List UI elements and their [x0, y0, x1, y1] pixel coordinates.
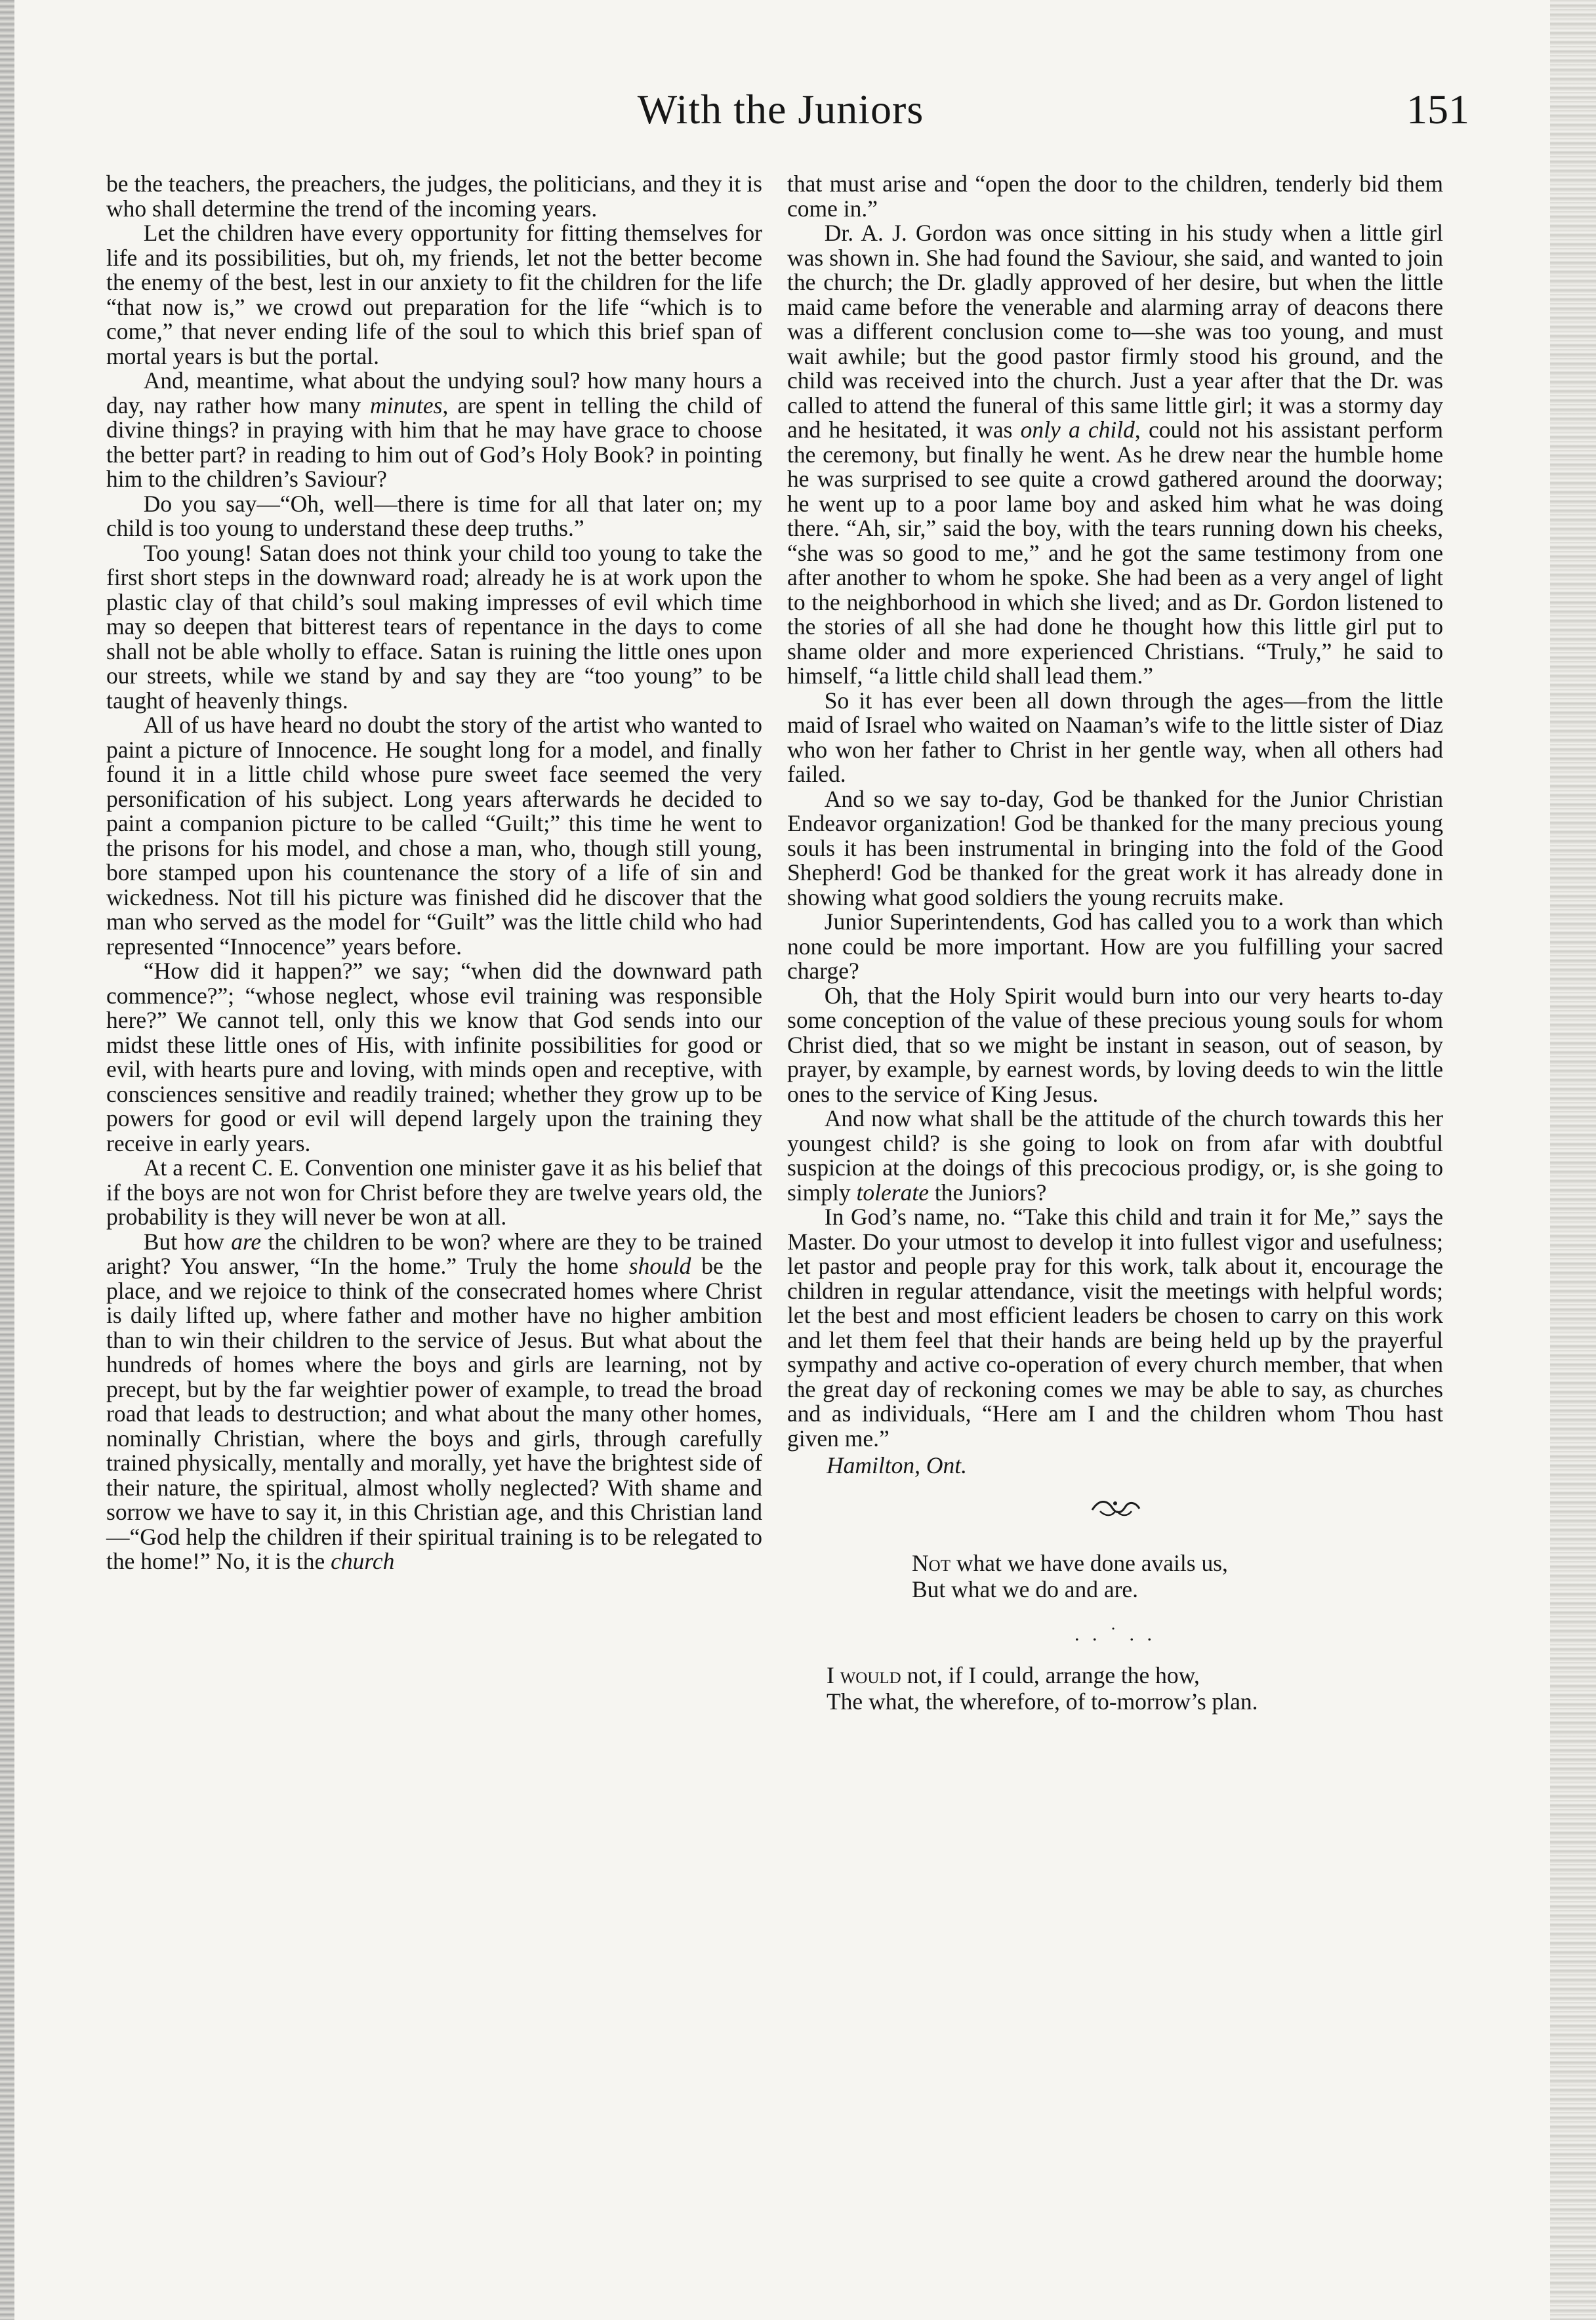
text-run: be the place, and we rejoice to think of the consecrated homes where Christ is daily lifted up, where father and mother have no higher ambition than to win their children to the service of Jesus. But what about the hundreds of homes where the boys and girls are learning, not by precept, but by the far weightier power of example, to tread the broad road that leads to destruction; and what about the many other homes, nominally Christian, where the boys and girls, through carefully trained physically, mentally and morally, yet have the brightest side of their nature, the spiritual, almost wholly neglected? With shame and sorrow we have to say it, in this Christian age, and this Christian land—“God help the children if their spiritual training is to be relegated to the home!” No, it is the	[106, 1253, 762, 1574]
emphasis: should	[628, 1253, 691, 1279]
binding-edge-right	[1550, 0, 1596, 2320]
emphasis: church	[331, 1548, 395, 1574]
page-header	[92, 85, 1469, 144]
paragraph	[787, 1107, 1443, 1205]
right-column	[787, 172, 1443, 1715]
paragraph: Do you say—“Oh, well—there is time for all that later on; my child is too young to understand these deep truths.”	[106, 490, 762, 541]
separator-dots: . . ˙ . .	[1074, 1623, 1156, 1645]
paragraph: that must arise and “open the door to the children, tenderly bid them come in.”	[787, 171, 1443, 222]
verse-block-1	[787, 1550, 1443, 1602]
text-run: But how	[143, 1228, 232, 1255]
paragraph: be the teachers, the preachers, the judges, the politicians, and they it is who shall determine the trend of the incoming years.	[106, 171, 762, 222]
verse-block-2	[787, 1662, 1443, 1715]
text-run: not, if I could, arrange the how,	[901, 1662, 1200, 1688]
page-number: 151	[1406, 86, 1469, 132]
text-run: Not	[912, 1549, 951, 1576]
paragraph: And so we say to-day, God be thanked for the Junior Christian Endeavor organization! God be thanked for the many precious young souls it has been instrumental in bringing into the fold of the Good Shepherd! God be thanked for the great work it has already done in showing what good soldiers the young recruits make.	[787, 785, 1443, 910]
emphasis: tolerate	[856, 1179, 929, 1206]
paragraph: Too young! Satan does not think your child too young to take the first short steps in the downward road; already he is at work upon the plastic clay of that child’s soul making impresses of evil which time may so deepen that bitterest tears of repentance in the days to come shall not be able wholly to efface. Satan is ruining the little ones upon our streets, while we stand by and say they are “too young” to be taught of heavenly things.	[106, 539, 762, 714]
verse-line: But what we do and are.	[912, 1576, 1139, 1602]
paragraph: So it has ever been all down through the ages—from the little maid of Israel who waited on Naaman’s wife to the little sister of Diaz who won her father to Christ in her gentle way, when all others had failed.	[787, 687, 1443, 787]
text-run: the Juniors?	[928, 1179, 1047, 1206]
emphasis: are	[231, 1228, 262, 1255]
paragraph: All of us have heard no doubt the story of the artist who wanted to paint a picture of Innocence. He sought long for a model, and finally found it in a little child whose pure sweet face seemed the very personification of his subject. Long years afterwards he decided to paint a companion picture to be called “Guilt;” this time he went to the prisons for his model, and chose a man, who, though still young, bore stamped upon his countenance the story of a life of sin and wickedness. Not till his picture was finished did he discover that the man who served as the model for “Guilt” was the little child who had represented “Innocence” years before.	[106, 712, 762, 960]
paragraph	[787, 221, 1443, 689]
binding-edge-left	[0, 0, 14, 2320]
text-run: , could not his assistant perform the ceremony, but finally he went. As he drew near the humble home he was surprised to see quite a crowd gathered around the doorway; he went up to a poor lame boy and asked him what he was doing there. “Ah, sir,” said the boy, with the tears running down his cheeks, “she was so good to me,” and he got the same testimony from one after another to whom he spoke. She had been as a very angel of light to the neighborhood in which she lived; and as Dr. Gordon listened to the stories of all she had done he thought how this little girl put to shame older and more experienced Christians. “Truly,” he said to himself, “a little child shall lead them.”	[787, 417, 1443, 689]
text-run: the children to be won? where are they to be trained aright? You answer, “In the home.” Truly the home	[106, 1228, 762, 1279]
verse-line: The what, the wherefore, of to-morrow’s plan.	[827, 1688, 1258, 1715]
paragraph	[106, 369, 762, 492]
verse-line	[912, 1550, 1443, 1576]
text-run: And, meantime, what about the undying soul? how many hours a day, nay rather how many	[106, 367, 762, 418]
ornament-flourish-icon	[787, 1497, 1443, 1524]
paragraph: Oh, that the Holy Spirit would burn into our very hearts to-day some conception of the value of these precious young souls for whom Christ died, that so we might be instant in season, out of season, by prayer, by example, by earnest words, by loving deeds to win the little ones to the service of King Jesus.	[787, 982, 1443, 1107]
text-run: Dr. A. J. Gordon was once sitting in his study when a little girl was shown in. She had found the Saviour, she said, and wanted to join the church; the Dr. gladly approved of her desire, but when the little maid came before the venerable and alarming array of deacons there was a different conclusion come to—she was too young, and must wait awhile; but the good pastor firmly stood his ground, and the child was received into the church. Just a year after that the Dr. was called to attend the funeral of this same little girl; it was a stormy day and he hesitated, it was	[787, 220, 1443, 443]
author-signature: Hamilton, Ont.	[827, 1452, 967, 1478]
paragraph: Let the children have every opportunity for fitting themselves for life and its possibilities, but oh, my friends, let not the better become the enemy of the best, lest in our anxiety to fit the children for the life “that now is,” we crowd out preparation for the life “which is to come,” that never ending life of the soul to which this brief span of mortal years is but the portal.	[106, 220, 762, 369]
verse-line	[827, 1662, 1443, 1688]
text-run: what we have done avails us,	[950, 1549, 1228, 1576]
paragraph: “How did it happen?” we say; “when did the downward path commence?”; “whose neglect, whose evil training was responsible here?” We cannot tell, only this we know that God sends into our midst these little ones of His, with infinite possibilities for good or evil, with hearts pure and loving, with minds open and receptive, with consciences sensitive and readily trained; whether they grow up to be powers for good or evil will depend largely upon the training they receive in early years.	[106, 958, 762, 1156]
paragraph: Junior Superintendents, God has called you to a work than which none could be more important. How are you fulfilling your sacred charge?	[787, 908, 1443, 984]
emphasis: only a child	[1020, 417, 1135, 443]
paragraph: At a recent C. E. Convention one minister gave it as his belief that if the boys are not won for Christ before they are twelve years old, the probability is they will never be won at all.	[106, 1154, 762, 1230]
text-run: I would	[827, 1662, 901, 1688]
text-run: And now what shall be the attitude of the church towards this her youngest child? is she going to look on from afar with doubtful suspicion at the doings of this precocious prodigy, or, is she going to simply	[787, 1105, 1443, 1206]
text-run: , are spent in telling the child of divine things? in praying with him that he may have grace to choose the better part? in reading to him out of God’s Holy Book? in pointing him to the children’s Saviour?	[106, 392, 763, 492]
emphasis: minutes	[370, 392, 443, 418]
paragraph: In God’s name, no. “Take this child and train it for Me,” says the Master. Do your utmost to develop it into fullest vigor and usefulness; let pastor and people pray for this work, talk about it, encourage the children in regular attendance, visit the meetings with helpful words; let the best and most efficient leaders be chosen to carry on this work and let them feel that their hands are being held up by the prayerful sympathy and active co-operation of every church member, that when the great day of reckoning comes we may be able to say, as churches and as individuals, “Here am I and the children whom Thou hast given me.”	[787, 1204, 1443, 1452]
left-column	[106, 172, 762, 1574]
running-head: With the Juniors	[637, 86, 924, 132]
paragraph	[106, 1230, 762, 1574]
